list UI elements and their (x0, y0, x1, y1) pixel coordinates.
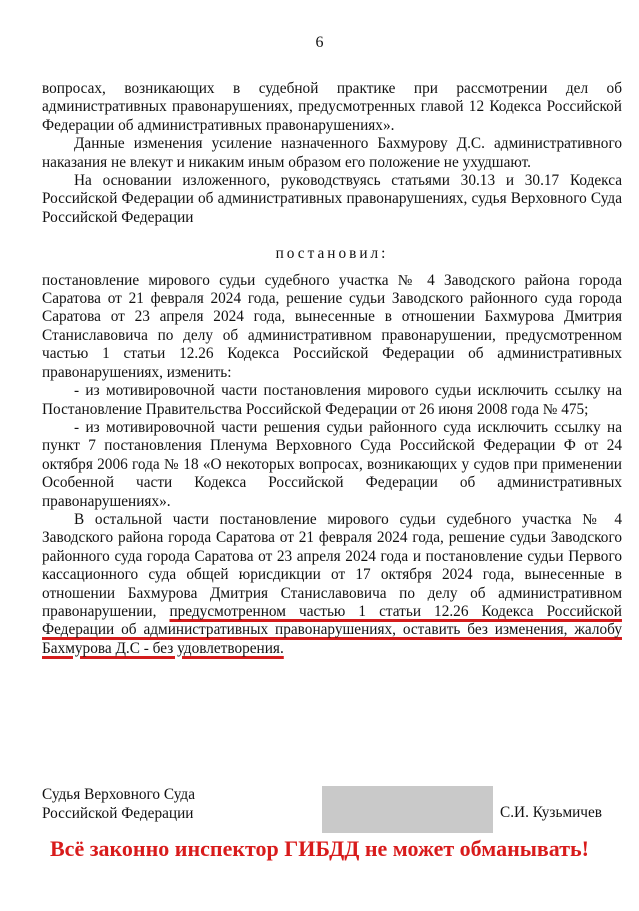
paragraph-2: Данные изменения усиление назначенного Бахмурову Д.С. административного наказания не влекут и никаким иным образом его положение не ухудшают. (42, 135, 622, 171)
page-number: 6 (315, 34, 324, 51)
resolution-heading: постановил: (275, 245, 389, 263)
paragraph-6: - из мотивировочной части решения судьи районного суда исключить ссылку на пункт 7 постановления Пленума Верховного Суда Российской Федерации Ф от 24 октября 2006 года № 18 «О некоторых вопросах, возникающих у судов при применении Особенной части Кодекса Российской Федерации об административных правонарушениях». (42, 418, 622, 510)
paragraph-1: вопросах, возникающих в судебной практике при рассмотрении дел об административных правонарушениях, предусмотренных главой 12 Кодекса Российской Федерации об административных правонарушениях». (42, 80, 622, 134)
paragraph-7-start: В остальной части постановление мирового судьи судебного участка № 4 Заводского района города Саратова от 21 февраля 2024 года, решение судьи Заводского районного суда города Саратова от 23 апреля 2024 года и постановление судьи Первого кассационного суда общей юрисдикции от 17 октября 2024 года, вынесенные в отношении Бахмурова Дмитрия Станиславовича по делу об административном правонарушении, (42, 510, 622, 620)
signature-line-1: Судья Верховного Суда (42, 786, 195, 803)
redacted-signature (322, 786, 493, 833)
document-body (42, 80, 622, 658)
signature-line-2: Российской Федерации (42, 804, 194, 822)
paragraph-7-underlined: предусмотренном частью 1 статьи 12.26 Кодекса Российской Федерации об административных правонарушениях, оставить без изменения, жалобу Бахмурова Д.С - без удовлетворения. (42, 602, 622, 657)
judge-signature-title (42, 786, 195, 823)
paragraph-5: - из мотивировочной части постановления мирового судьи исключить ссылку на Постановление Правительства Российской Федерации от 26 июня 2008 года № 475; (42, 382, 622, 418)
paragraph-4: постановление мирового судьи судебного участка № 4 Заводского района города Саратова от 21 февраля 2024 года, решение судьи Заводского районного суда города Саратова от 23 апреля 2024 года, вынесенные в отношении Бахмурова Дмитрия Станиславовича по делу об административном правонарушении, предусмотренном частью 1 статьи 12.26 Кодекса Российской Федерации об административных правонарушениях, изменить: (42, 271, 622, 381)
paragraph-3: На основании изложенного, руководствуясь статьями 30.13 и 30.17 Кодекса Российской Федерации об административных правонарушениях, судья Верховного Суда Российской Федерации (42, 172, 622, 226)
paragraph-7 (42, 511, 622, 658)
annotation-caption: Всё законно инспектор ГИБДД не может обманывать! (50, 836, 589, 861)
signer-name: С.И. Кузьмичев (500, 804, 603, 821)
